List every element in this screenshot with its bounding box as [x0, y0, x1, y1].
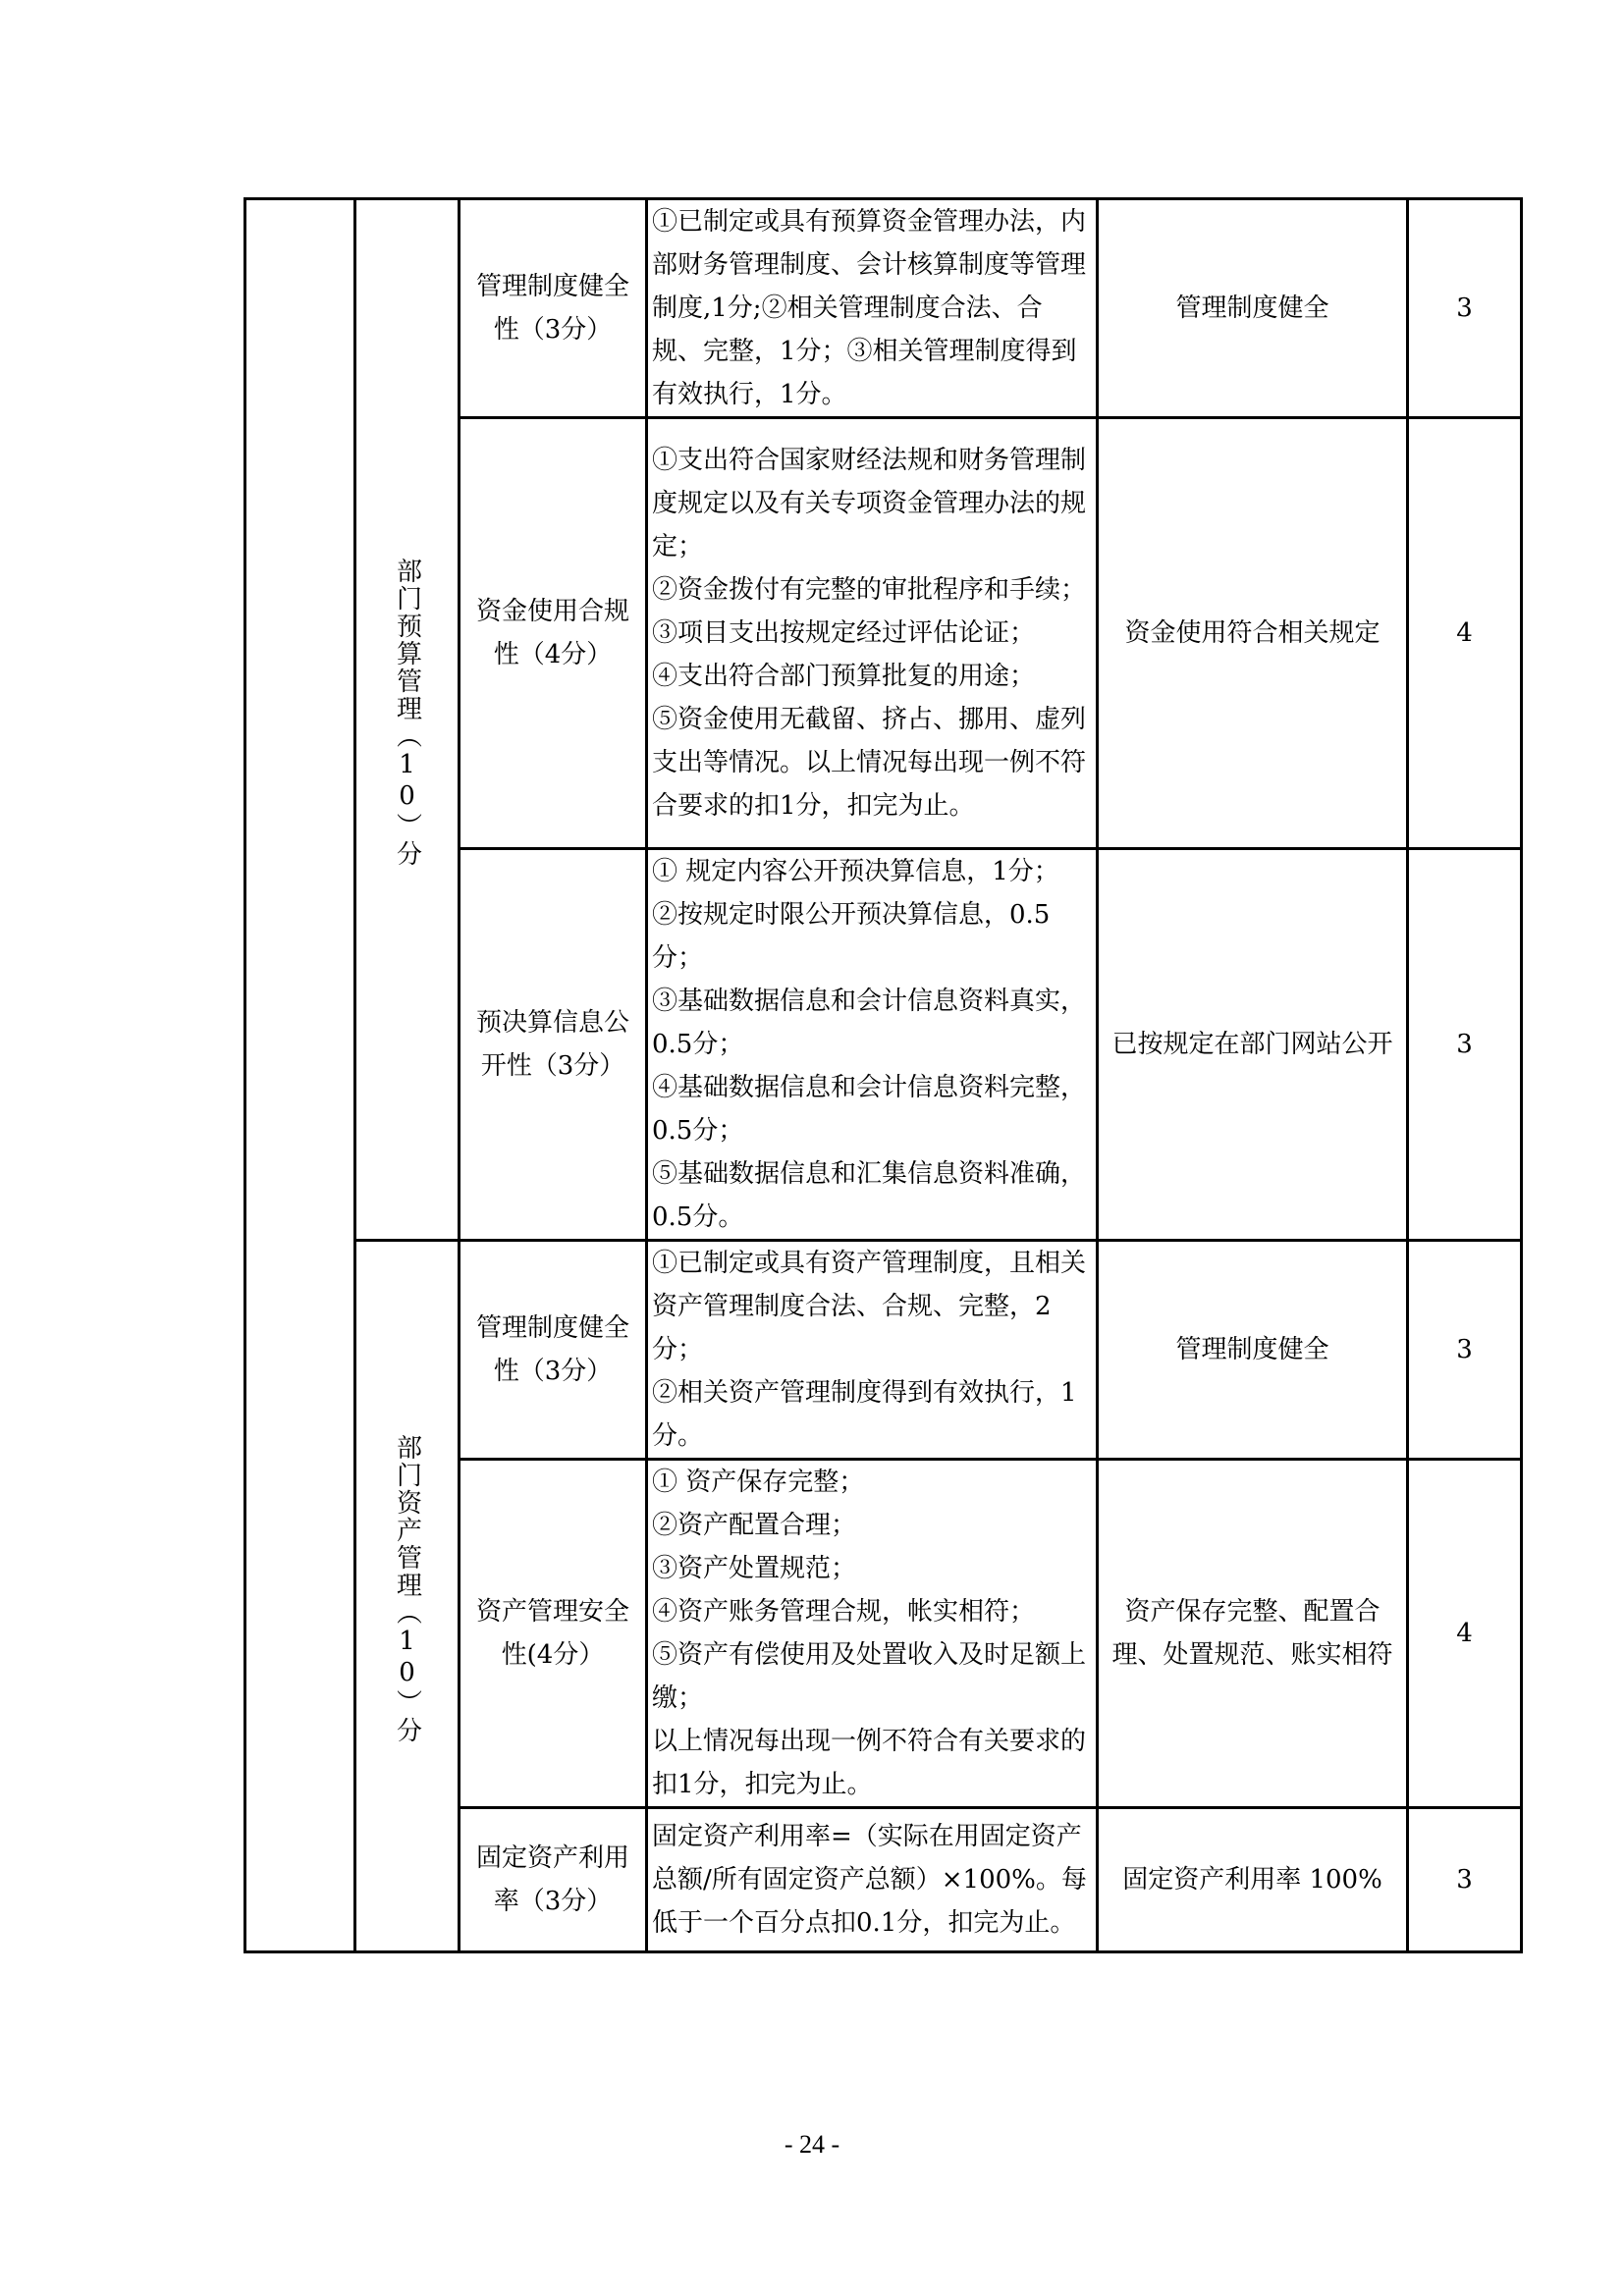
category-label: 部门资产管理（10）分 — [392, 1434, 422, 1744]
indicator-cell: 资产管理安全性(4分） — [460, 1460, 647, 1808]
page-number: - 24 - — [784, 2130, 840, 2159]
result-cell: 管理制度健全 — [1098, 1241, 1408, 1460]
table-row — [245, 199, 1522, 418]
score-cell: 3 — [1408, 849, 1522, 1241]
criteria-cell: ①已制定或具有预算资金管理办法，内部财务管理制度、会计核算制度等管理制度,1分;②相关管理制度合法、合规、完整，1分；③相关管理制度得到有效执行，1分。 — [647, 199, 1098, 418]
result-cell: 管理制度健全 — [1098, 199, 1408, 418]
performance-evaluation-table — [244, 197, 1523, 1953]
indicator-cell: 管理制度健全性（3分） — [460, 199, 647, 418]
table-row — [245, 1241, 1522, 1460]
category-label-cell — [355, 1241, 460, 1952]
indicator-cell: 管理制度健全性（3分） — [460, 1241, 647, 1460]
indicator-cell: 资金使用合规性（4分） — [460, 418, 647, 849]
criteria-cell: ① 资产保存完整； ②资产配置合理； ③资产处置规范； ④资产账务管理合规，帐实相符； ⑤资产有偿使用及处置收入及时足额上缴； 以上情况每出现一例不符合有关要求的扣1分，扣完为止。 — [647, 1460, 1098, 1808]
criteria-cell: ①支出符合国家财经法规和财务管理制度规定以及有关专项资金管理办法的规定； ②资金拨付有完整的审批程序和手续； ③项目支出按规定经过评估论证； ④支出符合部门预算批复的用途； ⑤资金使用无截留、挤占、挪用、虚列支出等情况。以上情况每出现一例不符合要求的扣1分，扣完为止。 — [647, 418, 1098, 849]
score-cell: 3 — [1408, 1241, 1522, 1460]
result-cell: 资金使用符合相关规定 — [1098, 418, 1408, 849]
score-cell: 4 — [1408, 418, 1522, 849]
indicator-cell: 固定资产利用率（3分） — [460, 1808, 647, 1952]
result-cell: 已按规定在部门网站公开 — [1098, 849, 1408, 1241]
result-cell: 固定资产利用率 100% — [1098, 1808, 1408, 1952]
result-cell: 资产保存完整、配置合理、处置规范、账实相符 — [1098, 1460, 1408, 1808]
score-cell: 3 — [1408, 199, 1522, 418]
score-cell: 4 — [1408, 1460, 1522, 1808]
criteria-cell: ①已制定或具有资产管理制度，且相关资产管理制度合法、合规、完整，2分； ②相关资产管理制度得到有效执行，1分。 — [647, 1241, 1098, 1460]
score-cell: 3 — [1408, 1808, 1522, 1952]
criteria-cell: 固定资产利用率=（实际在用固定资产总额/所有固定资产总额）×100%。每低于一个百分点扣0.1分，扣完为止。 — [647, 1808, 1098, 1952]
primary-category-cell — [245, 199, 355, 1952]
criteria-cell: ① 规定内容公开预决算信息，1分； ②按规定时限公开预决算信息，0.5分； ③基础数据信息和会计信息资料真实，0.5分； ④基础数据信息和会计信息资料完整，0.5分； ⑤基础数据信息和汇集信息资料准确，0.5分。 — [647, 849, 1098, 1241]
category-label: 部门预算管理（10）分 — [392, 558, 422, 868]
category-label-cell — [355, 199, 460, 1241]
indicator-cell: 预决算信息公开性（3分） — [460, 849, 647, 1241]
